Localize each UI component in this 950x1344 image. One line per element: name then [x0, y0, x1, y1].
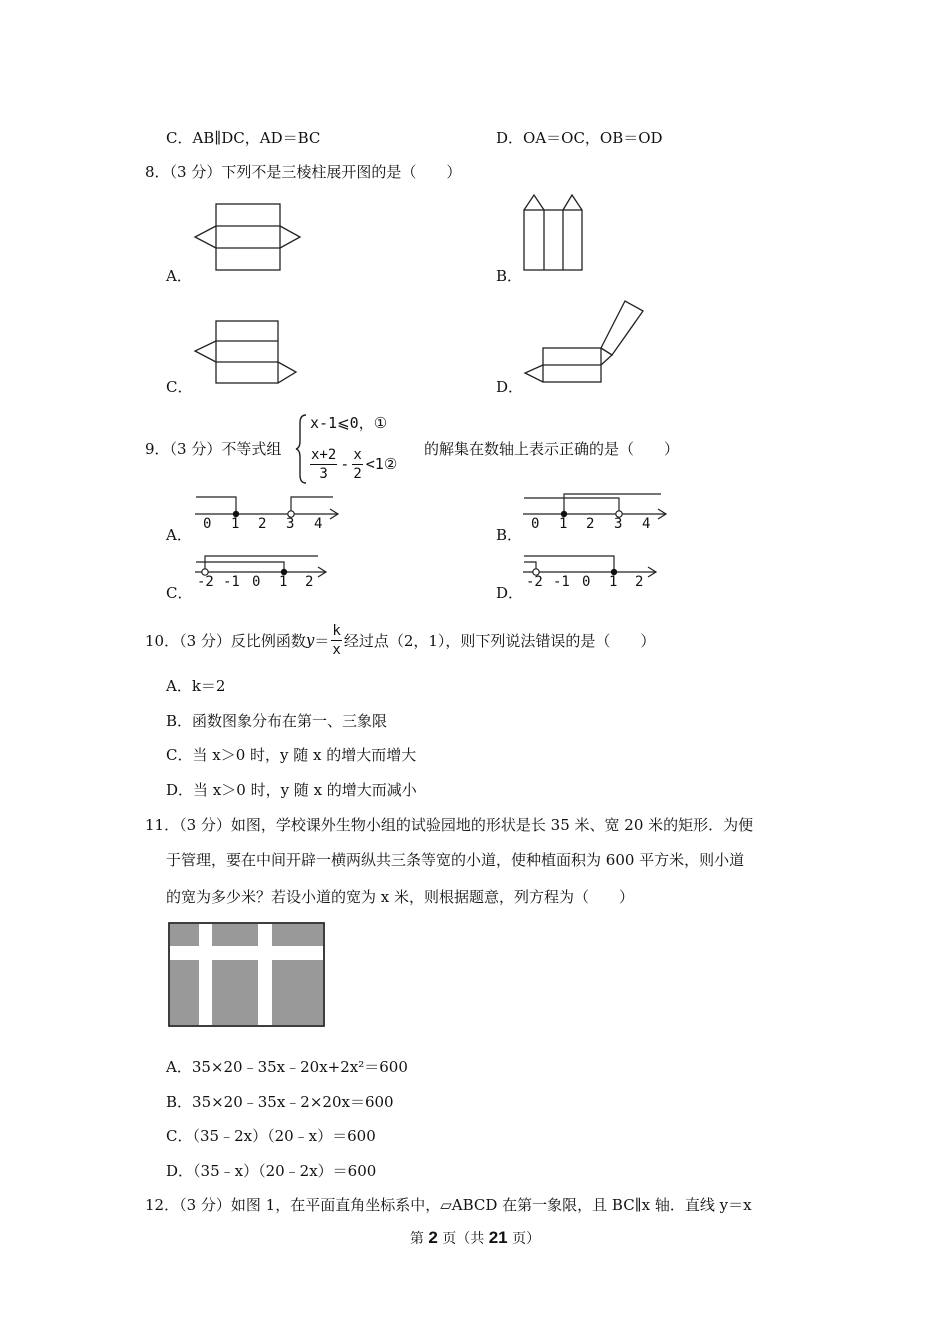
q10-option-a: A．k＝2 [166, 677, 226, 695]
q9-c-tick-4: 2 [305, 574, 314, 590]
q10-option-b: B．函数图象分布在第一、三象限 [166, 712, 388, 730]
q9-fraction-1 [310, 448, 337, 481]
q8-stem: 8．（3 分）下列不是三棱柱展开图的是（ ） [145, 163, 462, 181]
q11-stem-line1: 11．（3 分）如图，学校课外生物小组的试验园地的形状是长 35 米、宽 20 米的矩形．为便 [145, 816, 754, 834]
q11-option-a: A．35×20﹣35x﹣20x+2x²＝600 [166, 1058, 408, 1076]
footer-mid: 页（共 [437, 1231, 489, 1247]
q8-figure-b [520, 193, 590, 273]
q9-b-tick-1: 1 [559, 516, 568, 532]
q9-c-tick-1: -1 [223, 574, 240, 590]
q9-frac2-num: x [353, 446, 362, 463]
q9-d-tick-3: 1 [609, 574, 618, 590]
q9-label-b: B． [496, 526, 523, 544]
q9-minus: - [340, 455, 350, 473]
q9-b-tick-3: 3 [614, 516, 623, 532]
q9-a-tick-0: 0 [203, 516, 212, 532]
q11-stem-line3: 的宽为多少米？若设小道的宽为 x 米，则根据题意，列方程为（ ） [166, 888, 634, 906]
q9-a-tick-4: 4 [314, 516, 323, 532]
q9-c-tick-3: 1 [279, 574, 288, 590]
q9-label-a: A． [166, 526, 192, 544]
footer-page-number: 2 [428, 1228, 438, 1247]
q11-option-c: C．（35﹣2x）（20﹣x）＝600 [166, 1127, 376, 1145]
q9-axis-c-labels [190, 574, 335, 594]
q10-den: x [332, 641, 341, 658]
q10-suffix: 经过点（2，1），则下列说法错误的是（ ） [343, 631, 656, 650]
q9-a-tick-1: 1 [231, 516, 240, 532]
q9-b-tick-2: 2 [586, 516, 595, 532]
q10-y: y [305, 631, 315, 649]
q8-label-b: B． [496, 267, 523, 285]
q9-inequality-2 [310, 444, 397, 484]
page-footer [0, 1228, 950, 1248]
q9-axis-d-labels [518, 574, 663, 594]
q9-inequality-1: x-1⩽0，① [310, 414, 388, 432]
q8-label-a: A． [166, 267, 192, 285]
q10-stem [145, 618, 655, 662]
q9-b-tick-4: 4 [642, 516, 651, 532]
q9-d-tick-2: 0 [582, 574, 591, 590]
footer-total-pages: 21 [488, 1228, 508, 1247]
q10-fraction [331, 624, 341, 657]
q11-garden-figure [168, 922, 326, 1028]
q8-figure-c [190, 318, 305, 388]
q9-d-tick-0: -2 [526, 574, 543, 590]
q9-a-tick-3: 3 [286, 516, 295, 532]
q9-d-tick-1: -1 [553, 574, 570, 590]
q11-option-d: D．（35﹣x）（20﹣2x）＝600 [166, 1162, 377, 1180]
q11-option-b: B．35×20﹣35x﹣2×20x＝600 [166, 1093, 394, 1111]
q9-stem-prefix: 9．（3 分）不等式组 [145, 440, 282, 458]
q9-stem-suffix: 的解集在数轴上表示正确的是（ ） [424, 440, 680, 458]
q9-c-tick-0: -2 [197, 574, 214, 590]
q11-stem-line2: 于管理，要在中间开辟一横两纵共三条等宽的小道，使种植面积为 600 平方米，则小道 [166, 851, 745, 869]
q8-figure-d [520, 298, 650, 388]
q9-frac2-den: 2 [353, 465, 362, 482]
q10-option-d: D．当 x＞0 时，y 随 x 的增大而减小 [166, 781, 417, 799]
q7-option-d: D．OA＝OC，OB＝OD [496, 129, 663, 147]
q9-axis-b-labels [518, 516, 673, 536]
q10-prefix: 10．（3 分）反比例函数 [145, 631, 306, 650]
footer-pre: 第 [409, 1231, 429, 1247]
q9-axis-a-labels [190, 516, 345, 536]
q12-stem-line1: 12．（3 分）如图 1，在平面直角坐标系中，▱ABCD 在第一象限，且 BC∥x 轴．直线 y＝x [145, 1196, 752, 1214]
q9-a-tick-2: 2 [258, 516, 267, 532]
q9-fraction-2 [352, 448, 362, 481]
q9-brace [294, 413, 308, 485]
q9-c-tick-2: 0 [252, 574, 261, 590]
q9-b-tick-0: 0 [531, 516, 540, 532]
q10-num: k [332, 622, 341, 639]
footer-post: 页） [507, 1231, 541, 1247]
q8-figure-a [190, 200, 305, 275]
q8-label-d: D． [496, 378, 524, 396]
q9-frac1-den: 3 [319, 465, 328, 482]
q7-option-c: C．AB∥DC，AD＝BC [166, 129, 321, 147]
q9-ineq2-tail: <1② [365, 455, 398, 473]
q9-frac1-num: x+2 [311, 446, 337, 463]
q9-label-c: C． [166, 584, 193, 602]
q9-label-d: D． [496, 584, 524, 602]
q10-option-c: C．当 x＞0 时，y 随 x 的增大而增大 [166, 746, 417, 764]
q10-eq: ＝ [314, 631, 330, 650]
q8-label-c: C． [166, 378, 193, 396]
q9-d-tick-4: 2 [635, 574, 644, 590]
